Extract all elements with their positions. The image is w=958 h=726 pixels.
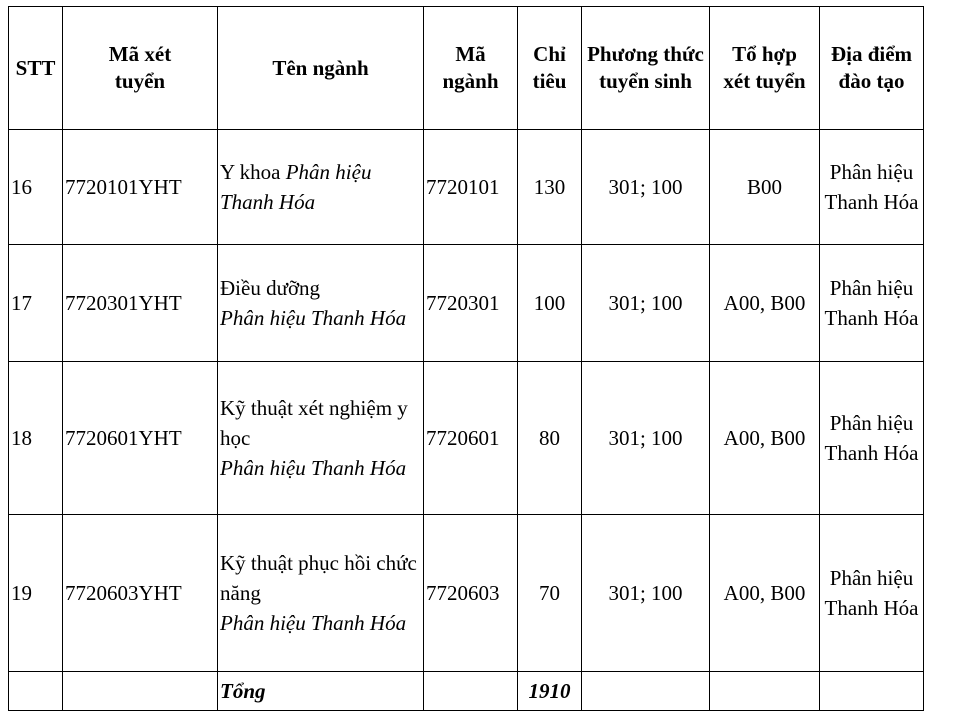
table-row xyxy=(9,515,924,672)
header-stt: STT xyxy=(9,7,63,130)
header-phuong-thuc: Phương thức tuyển sinh xyxy=(582,7,710,130)
cell-ten-nganh xyxy=(218,362,424,515)
admissions-table xyxy=(8,6,924,711)
major-name: Kỹ thuật xét nghiệm y học xyxy=(220,396,408,450)
total-empty-code xyxy=(63,672,218,711)
cell-ten-nganh xyxy=(218,245,424,362)
total-empty-major-code xyxy=(424,672,518,711)
major-name: Kỹ thuật phục hồi chức năng xyxy=(220,551,417,605)
cell-stt: 16 xyxy=(9,130,63,245)
major-name: Y khoa xyxy=(220,160,281,184)
table-row xyxy=(9,362,924,515)
cell-ma-xet-tuyen: 7720101YHT xyxy=(63,130,218,245)
cell-ma-xet-tuyen: 7720601YHT xyxy=(63,362,218,515)
header-ten-nganh: Tên ngành xyxy=(218,7,424,130)
total-empty-combo xyxy=(710,672,820,711)
total-row xyxy=(9,672,924,711)
table-row xyxy=(9,130,924,245)
total-empty-place xyxy=(820,672,924,711)
cell-ma-nganh: 7720601 xyxy=(424,362,518,515)
cell-dia-diem: Phân hiệu Thanh Hóa xyxy=(820,362,924,515)
major-branch: Phân hiệu Thanh Hóa xyxy=(220,611,407,635)
header-row xyxy=(9,7,924,130)
cell-phuong-thuc: 301; 100 xyxy=(582,130,710,245)
cell-to-hop: A00, B00 xyxy=(710,245,820,362)
cell-ten-nganh xyxy=(218,130,424,245)
cell-chi-tieu: 100 xyxy=(518,245,582,362)
major-branch: Phân hiệu Thanh Hóa xyxy=(220,160,372,214)
cell-to-hop: B00 xyxy=(710,130,820,245)
cell-stt: 19 xyxy=(9,515,63,672)
header-dia-diem: Địa điểm đào tạo xyxy=(820,7,924,130)
header-ma-nganh: Mã ngành xyxy=(424,7,518,130)
total-chi-tieu: 1910 xyxy=(518,672,582,711)
cell-stt: 18 xyxy=(9,362,63,515)
cell-stt: 17 xyxy=(9,245,63,362)
cell-dia-diem: Phân hiệu Thanh Hóa xyxy=(820,130,924,245)
cell-ma-nganh: 7720101 xyxy=(424,130,518,245)
total-empty-stt xyxy=(9,672,63,711)
cell-chi-tieu: 130 xyxy=(518,130,582,245)
cell-chi-tieu: 70 xyxy=(518,515,582,672)
cell-to-hop: A00, B00 xyxy=(710,515,820,672)
cell-dia-diem: Phân hiệu Thanh Hóa xyxy=(820,245,924,362)
header-ma-xet-tuyen: Mã xét tuyển xyxy=(63,7,218,130)
table-row xyxy=(9,245,924,362)
cell-ma-nganh: 7720301 xyxy=(424,245,518,362)
total-empty-method xyxy=(582,672,710,711)
major-branch: Phân hiệu Thanh Hóa xyxy=(220,456,407,480)
cell-ten-nganh xyxy=(218,515,424,672)
total-label: Tổng xyxy=(218,672,424,711)
cell-phuong-thuc: 301; 100 xyxy=(582,515,710,672)
cell-phuong-thuc: 301; 100 xyxy=(582,245,710,362)
cell-phuong-thuc: 301; 100 xyxy=(582,362,710,515)
major-name: Điều dưỡng xyxy=(220,276,321,300)
cell-to-hop: A00, B00 xyxy=(710,362,820,515)
cell-ma-nganh: 7720603 xyxy=(424,515,518,672)
header-to-hop: Tổ hợp xét tuyển xyxy=(710,7,820,130)
cell-dia-diem: Phân hiệu Thanh Hóa xyxy=(820,515,924,672)
cell-ma-xet-tuyen: 7720603YHT xyxy=(63,515,218,672)
header-chi-tieu: Chỉ tiêu xyxy=(518,7,582,130)
cell-chi-tieu: 80 xyxy=(518,362,582,515)
cell-ma-xet-tuyen: 7720301YHT xyxy=(63,245,218,362)
major-branch: Phân hiệu Thanh Hóa xyxy=(220,306,407,330)
